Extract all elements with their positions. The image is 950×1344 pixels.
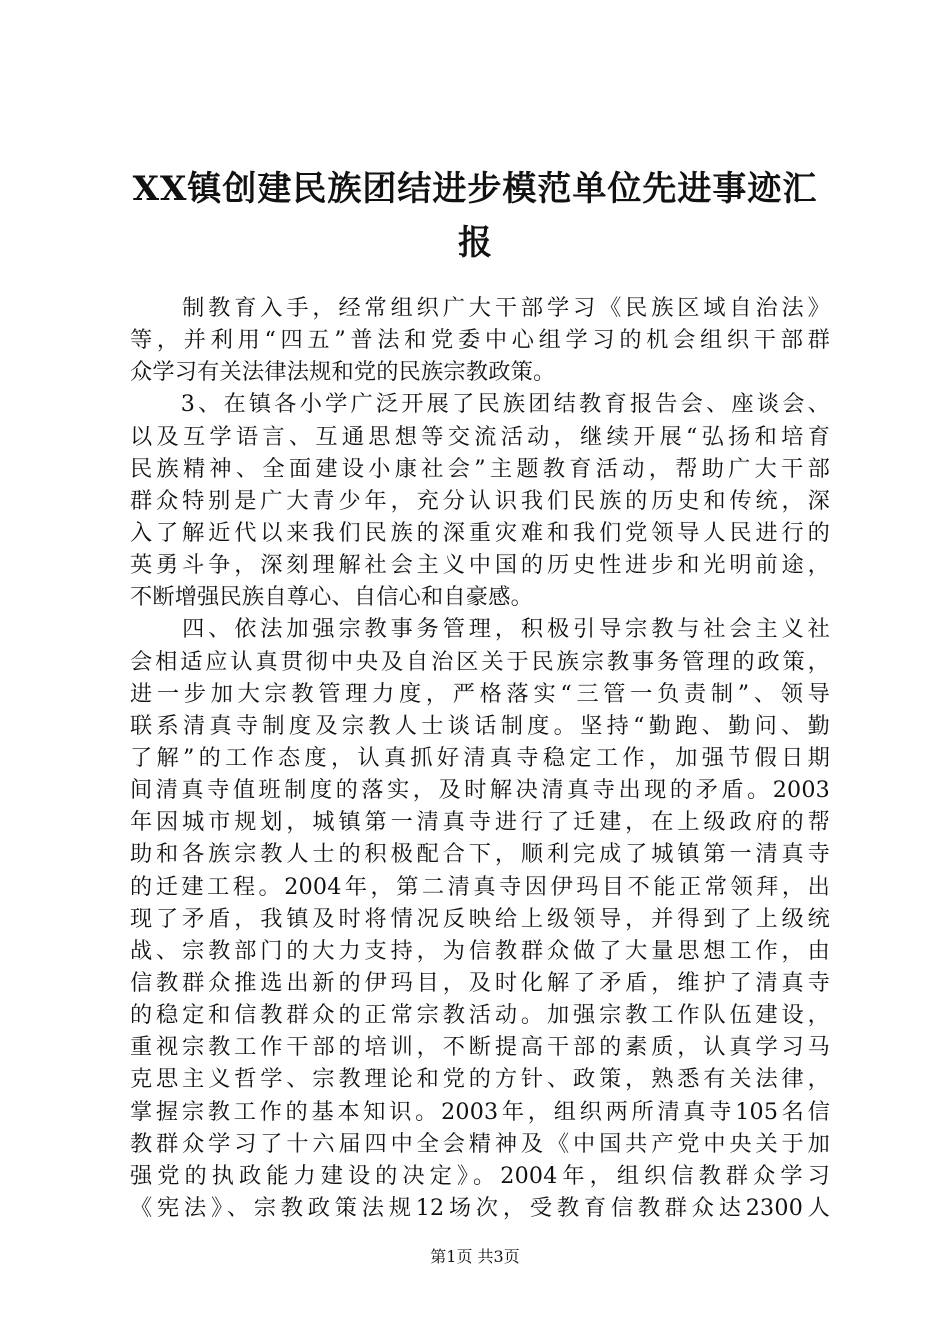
body-line: 众学习有关法律法规和党的民族宗教政策。 (130, 359, 556, 386)
body-line: 间清真寺值班制度的落实，及时解决清真寺出现的矛盾。2003 (130, 777, 830, 804)
body-line: 英勇斗争，深刻理解社会主义中国的历史性进步和光明前途， (130, 552, 830, 579)
body-line: 制教育入手，经常组织广大干部学习《民族区域自治法》 (130, 295, 830, 321)
body-line: 了解”的工作态度，认真抓好清真寺稳定工作，加强节假日期 (130, 744, 830, 771)
body-line: 会相适应认真贯彻中央及自治区关于民族宗教事务管理的政策， (130, 648, 830, 675)
body-line: 以及互学语言、互通思想等交流活动，继续开展“弘扬和培育 (130, 423, 830, 450)
body-line: 3、在镇各小学广泛开展了民族团结教育报告会、座谈会、 (130, 391, 830, 418)
body-line: 入了解近代以来我们民族的深重灾难和我们党领导人民进行的 (130, 519, 830, 546)
body-line: 进一步加大宗教管理力度，严格落实“三管一负责制”、领导 (130, 680, 830, 707)
body-line: 重视宗教工作干部的培训，不断提高干部的素质，认真学习马 (130, 1034, 830, 1061)
page-number-footer: 第1页 共3页 (430, 1247, 520, 1266)
body-line: 不断增强民族自尊心、自信心和自豪感。 (130, 584, 533, 611)
body-line: 联系清真寺制度及宗教人士谈话制度。坚持“勤跑、勤问、勤 (130, 712, 830, 739)
body-line: 等，并利用“四五”普法和党委中心组学习的机会组织干部群 (130, 327, 830, 354)
body-line: 克思主义哲学、宗教理论和党的方针、政策，熟悉有关法律， (130, 1066, 830, 1093)
body-line: 的迁建工程。2004年，第二清真寺因伊玛目不能正常领拜，出 (130, 873, 830, 900)
document-body (130, 292, 830, 1224)
body-line: 教群众学习了十六届四中全会精神及《中国共产党中央关于加 (130, 1130, 830, 1157)
body-line: 《宪法》、宗教政策法规12场次，受教育信教群众达2300人 (130, 1194, 830, 1221)
body-line: 强党的执政能力建设的决定》。2004年，组织信教群众学习 (130, 1162, 830, 1189)
body-line: 掌握宗教工作的基本知识。2003年，组织两所清真寺105名信 (130, 1098, 830, 1125)
body-line: 群众特别是广大青少年，充分认识我们民族的历史和传统，深 (130, 487, 830, 514)
body-line: 助和各族宗教人士的积极配合下，顺利完成了城镇第一清真寺 (130, 841, 830, 868)
body-line: 战、宗教部门的大力支持，为信教群众做了大量思想工作，由 (130, 937, 830, 964)
body-line: 的稳定和信教群众的正常宗教活动。加强宗教工作队伍建设， (130, 1002, 830, 1029)
body-line: 四、依法加强宗教事务管理，积极引导宗教与社会主义社 (130, 616, 830, 643)
body-line: 信教群众推选出新的伊玛目，及时化解了矛盾，维护了清真寺 (130, 969, 830, 996)
body-line: 现了矛盾，我镇及时将情况反映给上级领导，并得到了上级统 (130, 905, 830, 932)
body-line: 民族精神、全面建设小康社会”主题教育活动，帮助广大干部 (130, 455, 830, 482)
document-title-line-2: 报 (458, 223, 492, 263)
document-title-line-1: XX镇创建民族团结进步模范单位先进事迹汇 (132, 169, 818, 209)
body-line: 年因城市规划，城镇第一清真寺进行了迁建，在上级政府的帮 (130, 809, 830, 836)
